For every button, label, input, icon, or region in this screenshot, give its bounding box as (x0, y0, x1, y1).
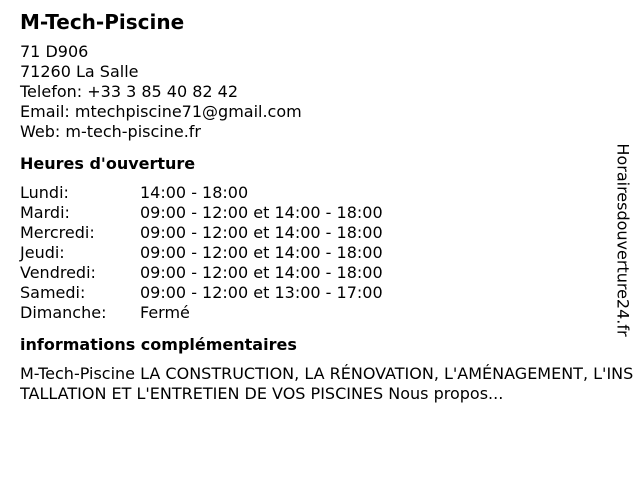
address-street: 71 D906 (20, 42, 89, 61)
hours-row-friday (20, 263, 620, 283)
hours-row-monday (20, 183, 620, 203)
hours-day: Mercredi: (20, 223, 95, 242)
hours-time: Fermé (140, 303, 190, 322)
web-line: Web: m-tech-piscine.fr (20, 122, 202, 141)
hours-time: 09:00 - 12:00 et 14:00 - 18:00 (140, 223, 383, 242)
hours-day: Mardi: (20, 203, 70, 222)
business-name: M-Tech-Piscine (20, 10, 185, 34)
hours-day: Samedi: (20, 283, 86, 302)
email-line: Email: mtechpiscine71@gmail.com (20, 102, 302, 121)
hours-row-saturday (20, 283, 620, 303)
hours-time: 14:00 - 18:00 (140, 183, 249, 202)
hours-list (20, 183, 620, 323)
hours-day: Vendredi: (20, 263, 96, 282)
hours-day: Dimanche: (20, 303, 107, 322)
phone-line: Telefon: +33 3 85 40 82 42 (20, 82, 239, 101)
hours-row-sunday (20, 303, 620, 323)
hours-row-thursday (20, 243, 620, 263)
hours-day: Jeudi: (20, 243, 65, 262)
hours-row-tuesday (20, 203, 620, 223)
hours-day: Lundi: (20, 183, 69, 202)
hours-time: 09:00 - 12:00 et 14:00 - 18:00 (140, 203, 383, 222)
info-title: informations complémentaires (20, 335, 297, 354)
watermark-text: Horairesdouverture24.fr (613, 143, 633, 337)
hours-row-wednesday (20, 223, 620, 243)
hours-time: 09:00 - 12:00 et 14:00 - 18:00 (140, 263, 383, 282)
hours-time: 09:00 - 12:00 et 13:00 - 17:00 (140, 283, 383, 302)
hours-time: 09:00 - 12:00 et 14:00 - 18:00 (140, 243, 383, 262)
hours-title: Heures d'ouverture (20, 154, 196, 173)
info-description: M-Tech-Piscine LA CONSTRUCTION, LA RÉNOVATION, L'AMÉNAGEMENT, L'INSTALLATION ET L'ENTRETIEN DE VOS PISCINES Nous propos... (20, 364, 634, 403)
address-city: 71260 La Salle (20, 62, 139, 81)
